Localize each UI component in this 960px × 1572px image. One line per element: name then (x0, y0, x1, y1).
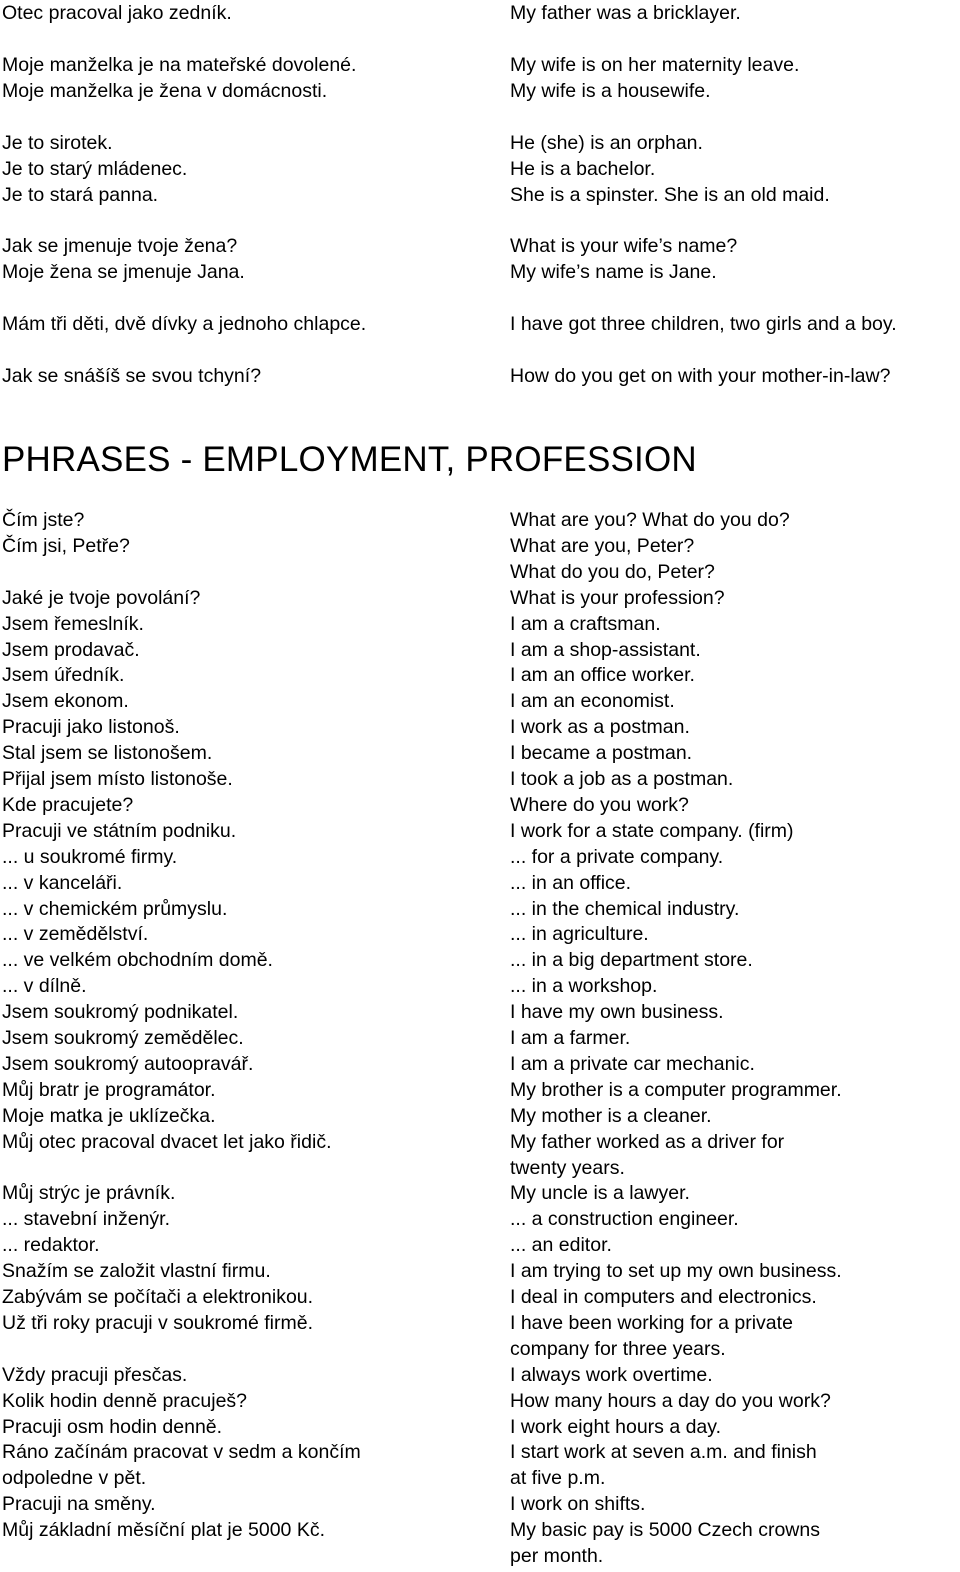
czech-phrase: Je to stará panna. (2, 184, 159, 206)
english-phrase: Where do you work? (510, 793, 689, 816)
english-phrase: I am an office worker. (510, 664, 695, 687)
czech-phrase: odpoledne v pět. (2, 1467, 147, 1490)
english-phrase: My father was a bricklayer. (510, 2, 741, 24)
czech-phrase: Jaké je tvoje povolání? (2, 586, 201, 609)
english-phrase: My father worked as a driver for (510, 1130, 785, 1153)
czech-phrase: Moje matka je uklízečka. (2, 1104, 216, 1127)
czech-phrase: ... ve velkém obchodním domě. (2, 949, 273, 972)
czech-phrase: Jsem soukromý autoopravář. (2, 1052, 254, 1075)
czech-phrase: Jak se jmenuje tvoje žena? (2, 235, 238, 257)
czech-phrase: Pracuji jako listonoš. (2, 716, 180, 739)
czech-phrase: Jsem úředník. (2, 664, 125, 687)
english-phrase: My wife is on her maternity leave. (510, 54, 800, 76)
czech-phrase: Vždy pracuji přesčas. (2, 1363, 188, 1386)
czech-phrase: Jsem soukromý zemědělec. (2, 1027, 244, 1049)
czech-phrase: Přijal jsem místo listonoše. (2, 768, 233, 790)
czech-phrase: Mám tři děti, dvě dívky a jednoho chlapce. (2, 313, 367, 335)
english-phrase: I always work overtime. (510, 1363, 713, 1386)
english-phrase: I have been working for a private (510, 1311, 793, 1334)
czech-phrase: Můj strýc je právník. (2, 1182, 176, 1205)
english-phrase: I have my own business. (510, 1001, 724, 1024)
english-phrase: ... in agriculture. (510, 923, 649, 946)
english-phrase: I work on shifts. (510, 1493, 646, 1516)
czech-phrase: Kde pracujete? (2, 793, 134, 816)
czech-phrase: ... v zemědělství. (2, 923, 149, 946)
english-phrase: I have got three children, two girls and a boy. (510, 313, 897, 335)
english-phrase: My uncle is a lawyer. (510, 1182, 690, 1205)
english-phrase: ... in a workshop. (510, 975, 658, 998)
english-phrase: She is a spinster. She is an old maid. (510, 184, 830, 206)
czech-phrase: Stal jsem se listonošem. (2, 742, 213, 765)
czech-phrase: Je to sirotek. (2, 132, 113, 154)
czech-phrase: Jak se snášíš se svou tchyní? (2, 365, 262, 387)
czech-phrase: Čím jste? (2, 509, 85, 531)
czech-phrase: ... v dílně. (2, 975, 87, 998)
english-phrase: What are you, Peter? (510, 534, 695, 557)
czech-phrase: Ráno začínám pracovat v sedm a končím (2, 1441, 361, 1464)
czech-phrase: ... u soukromé firmy. (2, 845, 178, 868)
english-phrase: I work as a postman. (510, 716, 690, 739)
czech-phrase: Čím jsi, Petře? (2, 534, 130, 557)
english-phrase: ... a construction engineer. (510, 1208, 739, 1231)
czech-phrase: Pracuji ve státním podniku. (2, 819, 237, 842)
english-phrase: I became a postman. (510, 742, 693, 765)
english-phrase: per month. (510, 1545, 604, 1567)
czech-phrase: Je to starý mládenec. (2, 158, 188, 180)
english-phrase: ... in the chemical industry. (510, 897, 740, 920)
english-phrase: He is a bachelor. (510, 158, 656, 180)
english-phrase: ... in a big department store. (510, 949, 753, 972)
english-phrase: My wife’s name is Jane. (510, 261, 717, 283)
czech-phrase: ... v kanceláři. (2, 871, 123, 894)
english-phrase: I am a shop-assistant. (510, 638, 701, 661)
english-phrase: I work for a state company. (firm) (510, 819, 794, 842)
czech-phrase: ... v chemickém průmyslu. (2, 897, 228, 920)
english-phrase: My mother is a cleaner. (510, 1104, 712, 1127)
english-phrase: My basic pay is 5000 Czech crowns (510, 1519, 820, 1542)
czech-phrase: Můj bratr je programátor. (2, 1078, 216, 1101)
czech-phrase: Moje manželka je žena v domácnosti. (2, 80, 328, 102)
english-phrase: company for three years. (510, 1337, 726, 1360)
czech-phrase: Můj základní měsíční plat je 5000 Kč. (2, 1519, 325, 1542)
english-phrase: My wife is a housewife. (510, 80, 711, 102)
section-heading: PHRASES - EMPLOYMENT, PROFESSION (2, 440, 697, 479)
english-phrase: I deal in computers and electronics. (510, 1286, 817, 1308)
english-phrase: I work eight hours a day. (510, 1415, 721, 1438)
czech-phrase: Otec pracoval jako zedník. (2, 2, 232, 24)
english-phrase: I am a craftsman. (510, 612, 661, 635)
english-phrase: What do you do, Peter? (510, 560, 715, 583)
english-phrase: What are you? What do you do? (510, 509, 790, 531)
english-phrase: What is your profession? (510, 586, 725, 609)
english-phrase: I start work at seven a.m. and finish (510, 1441, 817, 1464)
czech-phrase: Snažím se založit vlastní firmu. (2, 1260, 271, 1283)
czech-phrase: ... redaktor. (2, 1234, 100, 1257)
english-phrase: I am a farmer. (510, 1027, 631, 1049)
english-phrase: I am a private car mechanic. (510, 1052, 755, 1075)
czech-phrase: Jsem soukromý podnikatel. (2, 1001, 239, 1024)
czech-phrase: Pracuji osm hodin denně. (2, 1415, 223, 1438)
czech-phrase: Pracuji na směny. (2, 1493, 156, 1516)
czech-phrase: Moje manželka je na mateřské dovolené. (2, 54, 357, 76)
english-phrase: How do you get on with your mother-in-law? (510, 365, 891, 387)
czech-phrase: Jsem ekonom. (2, 690, 129, 713)
english-phrase: twenty years. (510, 1156, 625, 1179)
czech-phrase: Jsem prodavač. (2, 638, 140, 661)
english-phrase: What is your wife’s name? (510, 235, 738, 257)
english-phrase: ... an editor. (510, 1234, 612, 1257)
czech-phrase: Už tři roky pracuji v soukromé firmě. (2, 1311, 313, 1334)
english-phrase: I took a job as a postman. (510, 768, 734, 790)
english-phrase: I am trying to set up my own business. (510, 1260, 842, 1283)
czech-phrase: Jsem řemeslník. (2, 612, 144, 635)
czech-phrase: Můj otec pracoval dvacet let jako řidič. (2, 1130, 332, 1153)
english-phrase: My brother is a computer programmer. (510, 1078, 842, 1101)
english-phrase: He (she) is an orphan. (510, 132, 703, 154)
english-phrase: at five p.m. (510, 1467, 606, 1490)
czech-phrase: Kolik hodin denně pracuješ? (2, 1389, 248, 1412)
czech-phrase: Moje žena se jmenuje Jana. (2, 261, 245, 283)
czech-phrase: Zabývám se počítači a elektronikou. (2, 1286, 314, 1308)
english-phrase: I am an economist. (510, 690, 675, 713)
english-phrase: How many hours a day do you work? (510, 1389, 831, 1412)
czech-phrase: ... stavební inženýr. (2, 1208, 171, 1231)
english-phrase: ... for a private company. (510, 845, 724, 868)
english-phrase: ... in an office. (510, 871, 632, 894)
